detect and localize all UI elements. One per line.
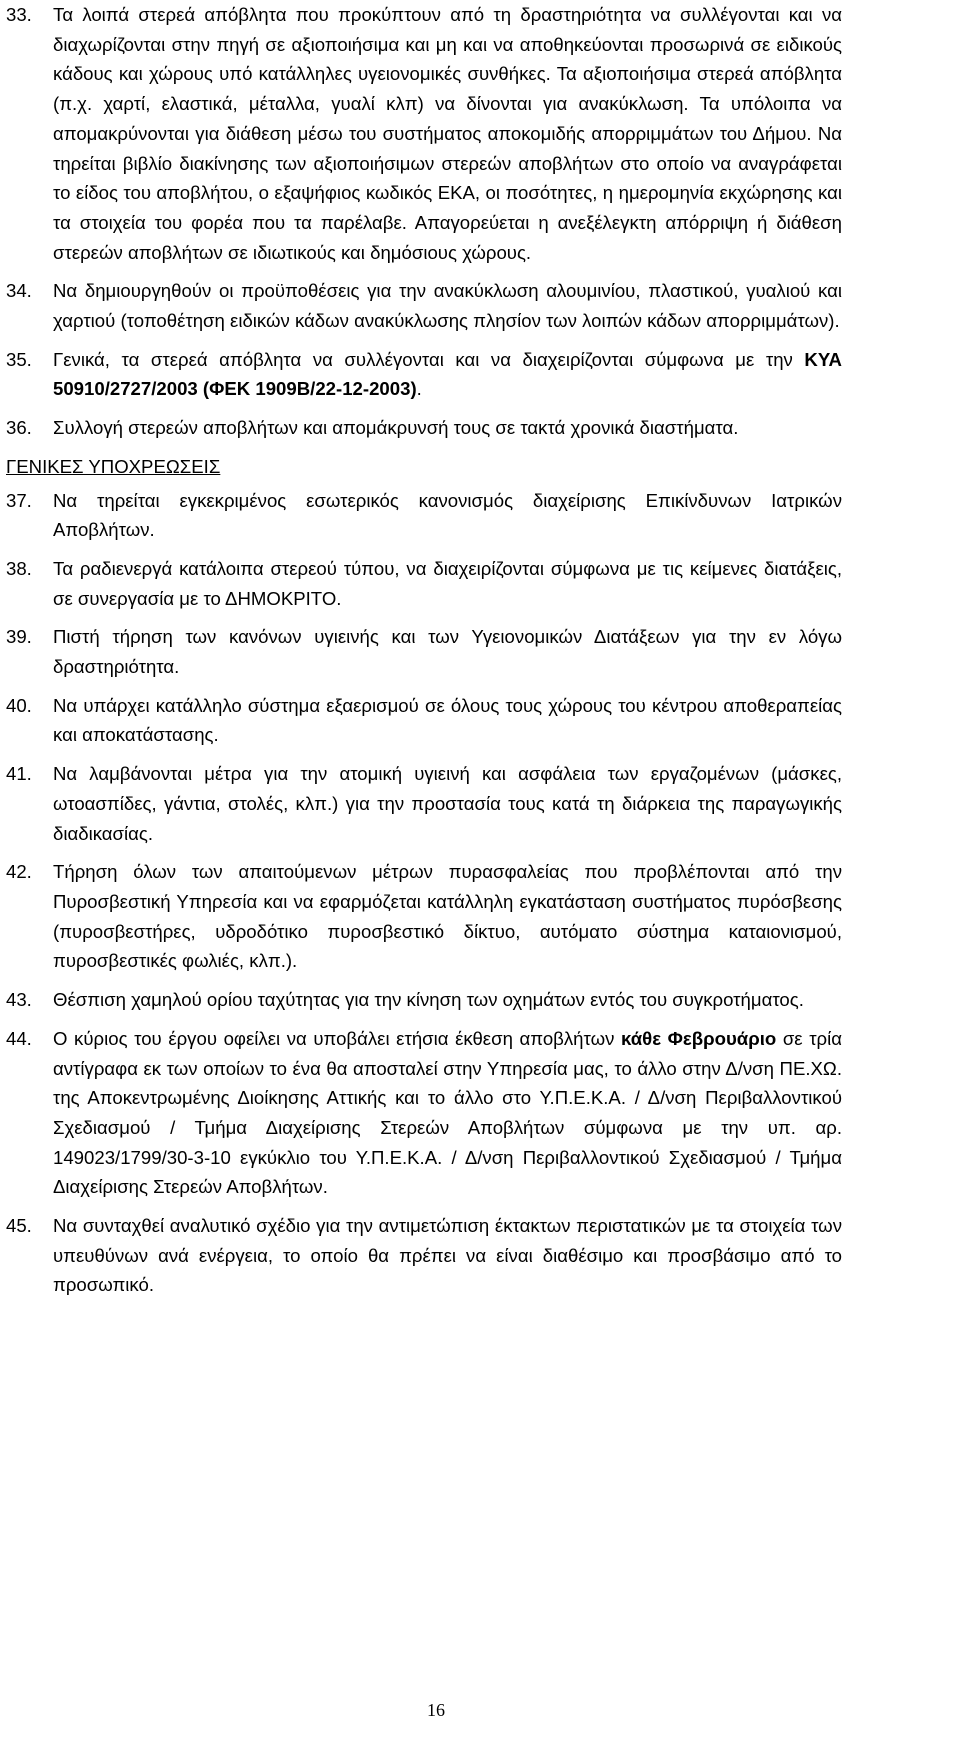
item-text-segment: Τήρηση όλων των απαιτούμενων μέτρων πυρασφαλείας που προβλέπονται από την Πυροσβεστική Υπηρεσία και να εφαρμόζεται κατάλληλη εγκατάσταση συστήματος πυρόσβεσης (πυροσβεστήρες, υδροδότικο πυροσβεστικό δίκτυο, αυτόματο σύστημα καταιονισμού, πυροσβεστικές φωλιές, κλπ.). xyxy=(53,861,842,972)
item-number: 43. xyxy=(6,989,32,1011)
item-text xyxy=(53,622,842,681)
item-text-segment: Τα ραδιενεργά κατάλοιπα στερεού τύπου, να διαχειρίζονται σύμφωνα με τις κείμενες διατάξεις, σε συνεργασία με το ΔΗΜΟΚΡΙΤΟ. xyxy=(53,557,842,609)
item-text-segment: Τα λοιπά στερεά απόβλητα που προκύπτουν από τη δραστηριότητα να συλλέγονται και να διαχωρίζονται στην πηγή σε αξιοποιήσιμα και μη και να αποθηκεύονται προσωρινά σε ειδικούς κάδους και χώρους υπό κατάλληλες υγειονομικές συνθήκες. Τα αξιοποιήσιμα στερεά απόβλητα (π.χ. χαρτί, ελαστικά, μέταλλα, γυαλί κλπ) να δίνονται για ανακύκλωση. Τα υπόλοιπα να απομακρύνονται για διάθεση μέσω του συστήματος αποκομιδής απορριμμάτων του Δήμου. Να τηρείται βιβλίο διακίνησης των αξιοποιήσιμων στερεών αποβλήτων στο οποίο να αναγράφεται το είδος του αποβλήτου, ο εξαψήφιος κωδικός ΕΚΑ, οι ποσότητες, η ημερομηνία εκχώρησης και τα στοιχεία του φορέα που τα παρέλαβε. Απαγορεύεται η ανεξέλεγκτη απόρριψη ή διάθεση στερεών αποβλήτων σε ιδιωτικούς και δημόσιους χώρους. xyxy=(53,4,842,263)
item-text-segment: Συλλογή στερεών αποβλήτων και απομάκρυνσή τους σε τακτά χρονικά διαστήματα. xyxy=(53,417,739,439)
item-text-segment: . xyxy=(416,378,422,400)
list-item xyxy=(6,857,842,976)
item-text-segment: Γενικά, τα στερεά απόβλητα να συλλέγονται και να διαχειρίζονται σύμφωνα με την xyxy=(53,348,805,370)
item-text-bold-segment: ΚΥΑ 50910/2727/2003 (ΦΕΚ 1909Β/22-12-2003) xyxy=(53,348,842,400)
item-text-segment: Να υπάρχει κατάλληλο σύστημα εξαερισμού σε όλους τους χώρους του κέντρου αποθεραπείας και αποκατάστασης. xyxy=(53,694,842,746)
page-number: 16 xyxy=(427,1700,445,1720)
item-text xyxy=(53,486,842,545)
item-text xyxy=(53,276,842,335)
item-number: 42. xyxy=(6,861,32,883)
item-text-segment: Θέσπιση χαμηλού ορίου ταχύτητας για την κίνηση των οχημάτων εντός του συγκροτήματος. xyxy=(53,989,804,1011)
item-text-segment: Ο κύριος του έργου οφείλει να υποβάλει ετήσια έκθεση αποβλήτων xyxy=(53,1027,621,1049)
item-number: 36. xyxy=(6,417,32,439)
list-item xyxy=(6,1211,842,1300)
item-number: 38. xyxy=(6,557,32,579)
list-item xyxy=(6,0,842,267)
item-number: 37. xyxy=(6,489,32,511)
list-item xyxy=(6,985,842,1015)
list-item xyxy=(6,413,842,443)
item-text xyxy=(53,345,842,404)
list-item xyxy=(6,554,842,613)
list-item xyxy=(6,622,842,681)
item-text xyxy=(53,413,842,443)
item-number: 45. xyxy=(6,1215,32,1237)
item-text xyxy=(53,759,842,848)
list-item xyxy=(6,691,842,750)
item-text-segment: Να δημιουργηθούν οι προϋποθέσεις για την ανακύκλωση αλουμινίου, πλαστικού, γυαλιού και χαρτιού (τοποθέτηση ειδικών κάδων ανακύκλωσης πλησίον των λοιπών κάδων απορριμμάτων). xyxy=(53,280,842,332)
item-text-bold-segment: κάθε Φεβρουάριο xyxy=(621,1027,777,1049)
item-number: 41. xyxy=(6,763,32,785)
document-content xyxy=(6,0,842,1309)
item-text xyxy=(53,985,842,1015)
item-number: 39. xyxy=(6,626,32,648)
list-item xyxy=(6,759,842,848)
item-number: 44. xyxy=(6,1027,32,1049)
item-text xyxy=(53,0,842,267)
item-text-segment: Να συνταχθεί αναλυτικό σχέδιο για την αντιμετώπιση έκτακτων περιστατικών με τα στοιχεία των υπευθύνων ανά ενέργεια, το οποίο θα πρέπει να είναι διαθέσιμο και προσβάσιμο από το προσωπικό. xyxy=(53,1215,842,1296)
item-text-segment: σε τρία αντίγραφα εκ των οποίων το ένα θα αποσταλεί στην Υπηρεσία μας, το άλλο στην Δ/νση ΠΕ.ΧΩ. της Αποκεντρωμένης Διοίκησης Αττικής και το άλλο στο Υ.Π.Ε.Κ.Α. / Δ/νση Περιβαλλοντικού Σχεδιασμού / Τμήμα Διαχείρισης Στερεών Αποβλήτων σύμφωνα με την υπ. αρ. 149023/1799/30-3-10 εγκύκλιο του Υ.Π.Ε.Κ.Α. / Δ/νση Περιβαλλοντικού Σχεδιασμού / Τμήμα Διαχείρισης Στερεών Αποβλήτων. xyxy=(53,1027,842,1198)
item-list-waste xyxy=(6,0,842,443)
item-text xyxy=(53,857,842,976)
item-number: 35. xyxy=(6,348,32,370)
item-number: 33. xyxy=(6,4,32,25)
item-number: 40. xyxy=(6,694,32,716)
item-number: 34. xyxy=(6,280,32,302)
list-item xyxy=(6,486,842,545)
item-list-general-obligations xyxy=(6,486,842,1301)
item-text xyxy=(53,1211,842,1300)
item-text xyxy=(53,691,842,750)
item-text-segment: Να τηρείται εγκεκριμένος εσωτερικός κανονισμός διαχείρισης Επικίνδυνων Ιατρικών Αποβλήτων. xyxy=(53,489,842,541)
list-item xyxy=(6,1024,842,1202)
list-item xyxy=(6,276,842,335)
section-heading-general-obligations: ΓΕΝΙΚΕΣ ΥΠΟΧΡΕΩΣΕΙΣ xyxy=(6,455,221,477)
item-text-segment: Να λαμβάνονται μέτρα για την ατομική υγιεινή και ασφάλεια των εργαζομένων (μάσκες, ωτοασπίδες, γάντια, στολές, κλπ.) για την προστασία τους κατά τη διάρκεια της παραγωγικής διαδικασίας. xyxy=(53,763,842,844)
item-text xyxy=(53,554,842,613)
item-text xyxy=(53,1024,842,1202)
list-item xyxy=(6,345,842,404)
item-text-segment: Πιστή τήρηση των κανόνων υγιεινής και των Υγειονομικών Διατάξεων για την εν λόγω δραστηριότητα. xyxy=(53,626,842,678)
